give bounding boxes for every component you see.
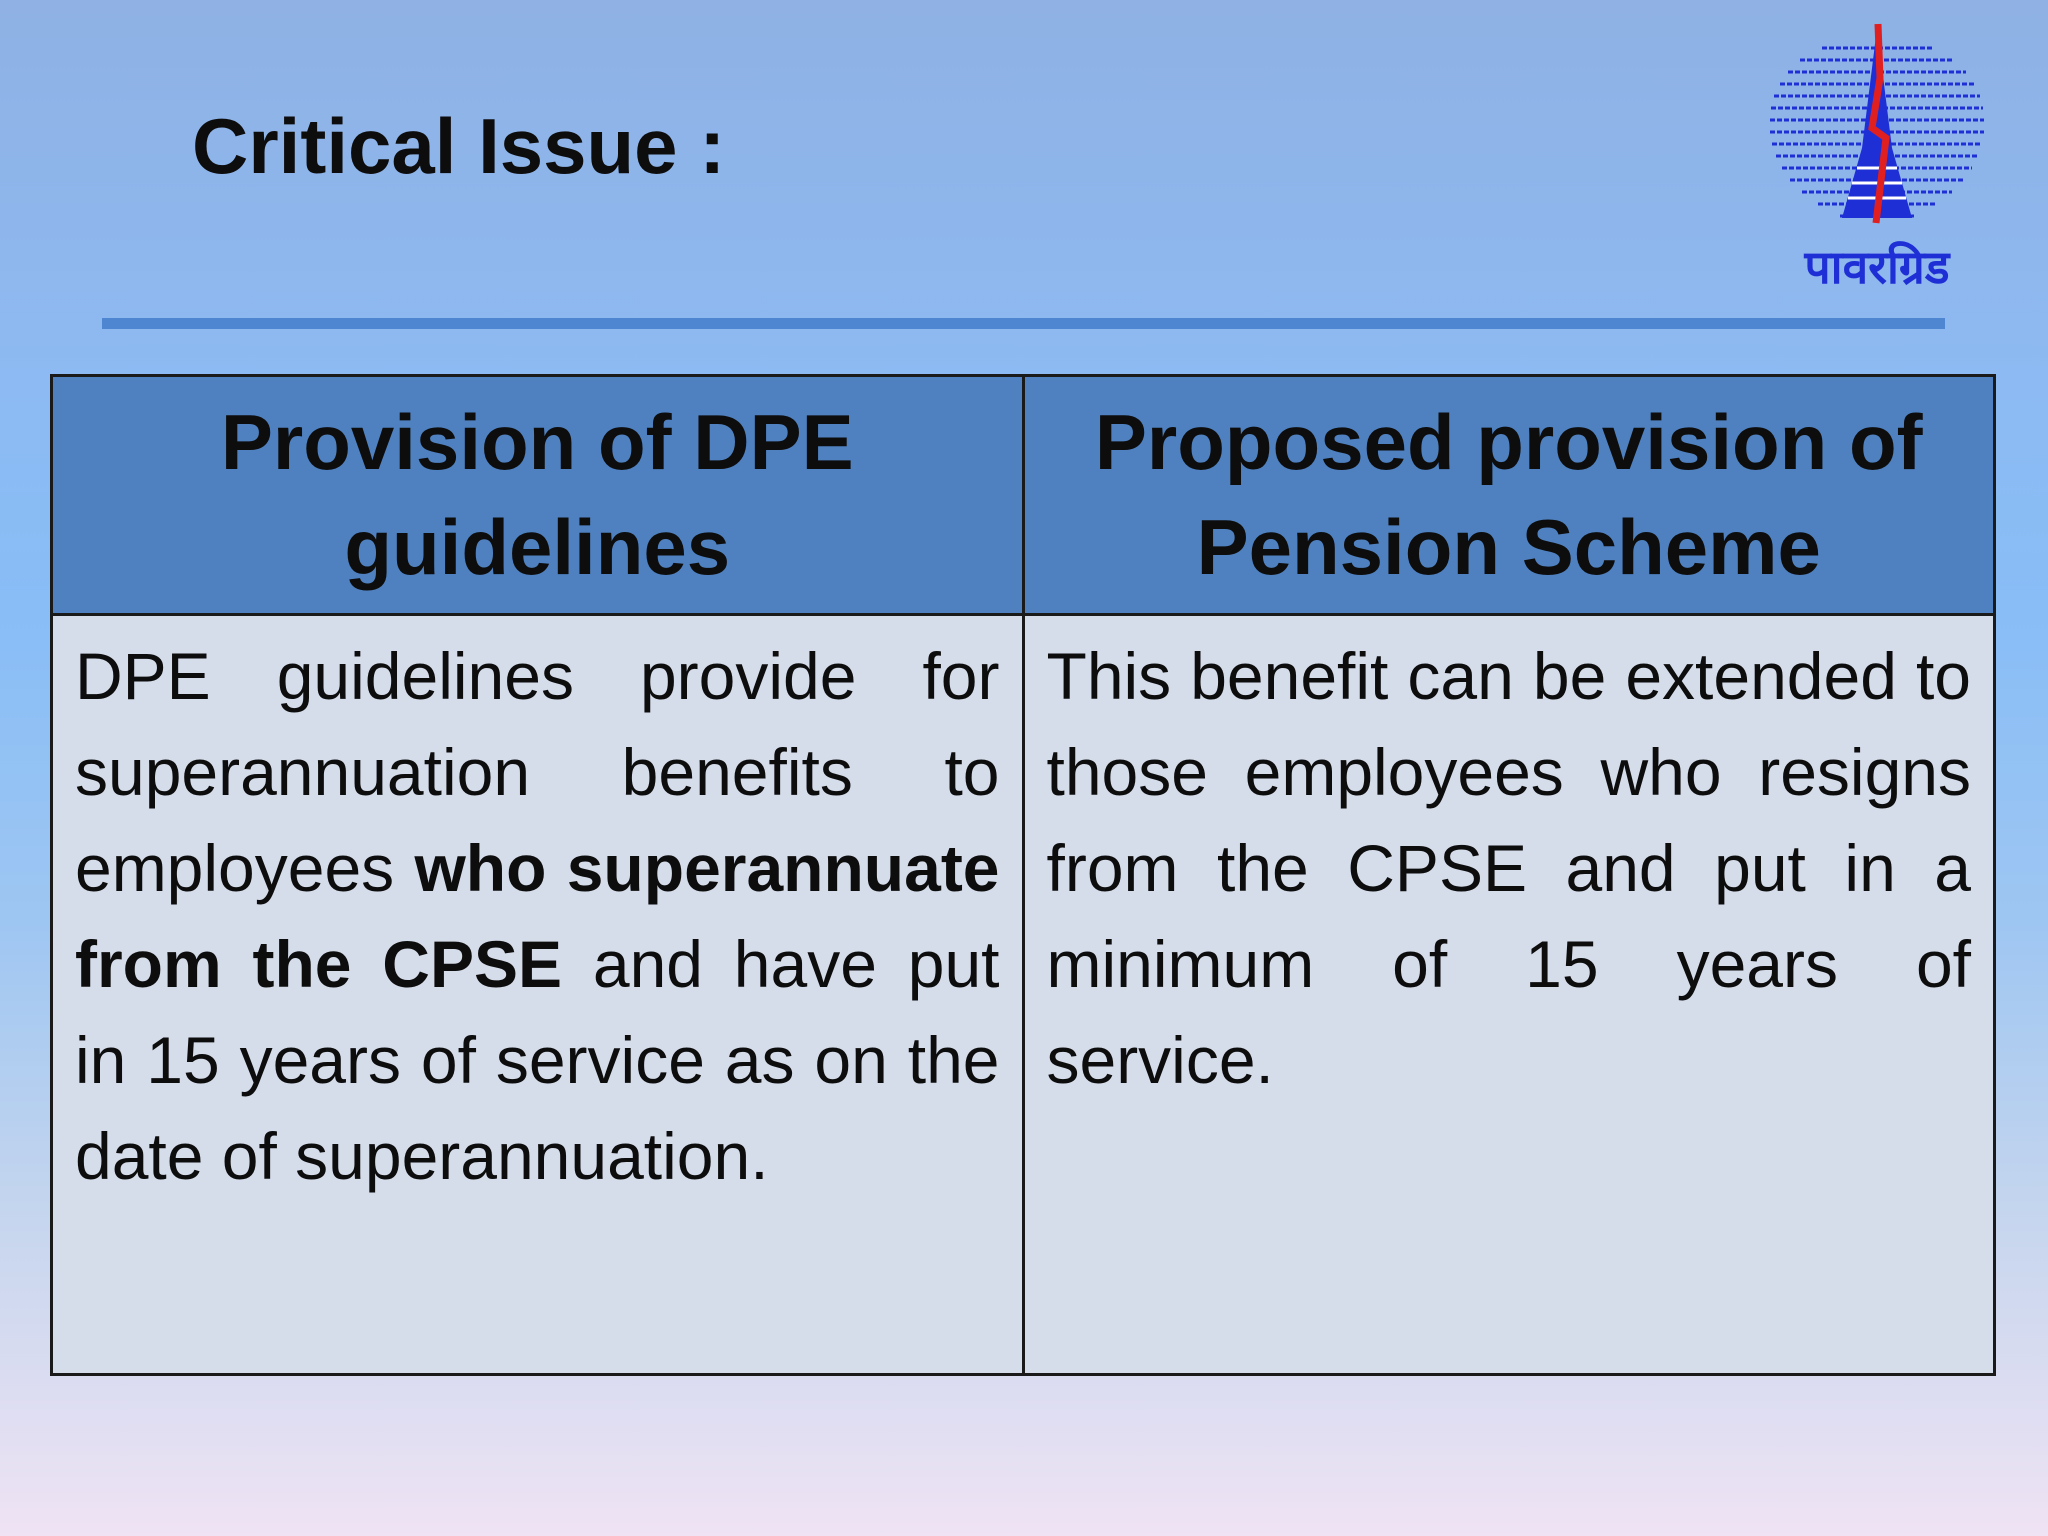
slide-title: Critical Issue :	[192, 102, 726, 190]
cell-proposed-pension: This benefit can be extended to those employees who resigns from the CPSE and put in a minimum of 15 years of service.	[1023, 615, 1995, 1375]
cell-dpe-guidelines	[52, 615, 1024, 1375]
logo-globe	[1770, 24, 1984, 223]
logo-text: पावरग्रिड	[1804, 240, 1950, 294]
cell-text: and have put in 15 years of service as on the date of superannuation.	[75, 927, 1000, 1193]
header-dpe-guidelines: Provision of DPE guidelines	[52, 376, 1024, 615]
title-divider	[102, 318, 1945, 329]
cell-text: DPE guidelines provide for superannuation benefits to employees	[75, 639, 1000, 905]
cell-bold-text: who superannuate from the CPSE	[75, 831, 1000, 1001]
table-row	[52, 615, 1995, 1375]
powergrid-logo-icon	[1762, 18, 1992, 298]
header-proposed-pension: Proposed provision of Pension Scheme	[1023, 376, 1995, 615]
table-header-row	[52, 376, 1995, 615]
comparison-table	[50, 374, 1996, 1376]
